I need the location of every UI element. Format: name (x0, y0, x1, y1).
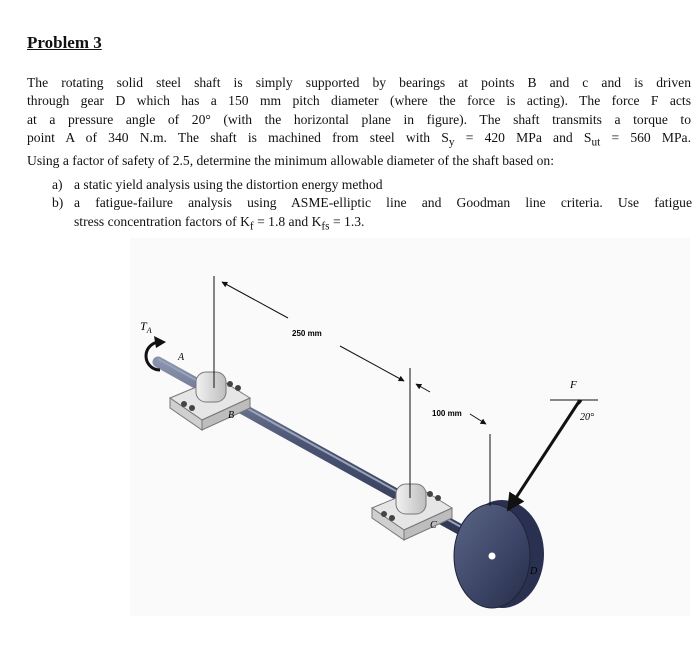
question-list (52, 176, 692, 236)
question-a (52, 176, 692, 194)
gear-d (454, 500, 544, 608)
statement-line-3: at a pressure angle of 20° (with the horizontal plane in figure). The shaft transmits a torque to (27, 111, 691, 127)
shaft-figure (130, 238, 690, 616)
sub-f: f (249, 220, 254, 233)
qb-mid: = 1.8 and K (253, 213, 322, 229)
line4-mid: = 420 MPa and S (454, 130, 592, 146)
line4-post: = 560 MPa. (600, 130, 691, 146)
label-point-c: C (430, 520, 437, 531)
question-b-line-1: a fatigue-failure analysis using ASME-elliptic line and Goodman line criteria. Use fatigue (74, 195, 692, 211)
question-a-text: a static yield analysis using the distortion energy method (74, 177, 383, 192)
qb-post: = 1.3. (329, 213, 365, 229)
gear-hub (489, 553, 496, 560)
label-point-d: D (530, 566, 538, 577)
sub-y: y (448, 136, 455, 149)
qb-pre: stress concentration factors of K (74, 213, 250, 229)
question-a-label: a) (52, 177, 63, 192)
problem-title: Problem 3 (27, 33, 102, 52)
problem-statement (27, 74, 691, 171)
label-point-b: B (228, 410, 235, 421)
statement-line-1: The rotating solid steel shaft is simply supported by bearings at points B and c and is driven (27, 75, 691, 90)
label-angle: 20° (580, 412, 594, 423)
statement-line-5: Using a factor of safety of 2.5, determine the minimum allowable diameter of the shaft based on: (27, 153, 554, 169)
statement-line-4 (27, 129, 691, 152)
line4-pre: point A of 340 N.m. The shaft is machined from steel with S (27, 130, 449, 146)
question-b-line-2 (74, 213, 692, 236)
statement-line-2: through gear D which has a 150 mm pitch diameter (where the force is acting). The force F acts (27, 93, 691, 109)
torque-label: $T_A$ (140, 319, 152, 335)
question-b-label: b) (52, 195, 64, 211)
sub-fs: fs (321, 220, 330, 233)
dim-100-label: 100 mm (432, 409, 462, 418)
label-force-f: F (570, 379, 577, 391)
question-b (52, 194, 692, 236)
sub-ut: ut (591, 136, 601, 149)
dim-250-label: 250 mm (292, 329, 322, 338)
label-point-a: A (178, 352, 185, 363)
